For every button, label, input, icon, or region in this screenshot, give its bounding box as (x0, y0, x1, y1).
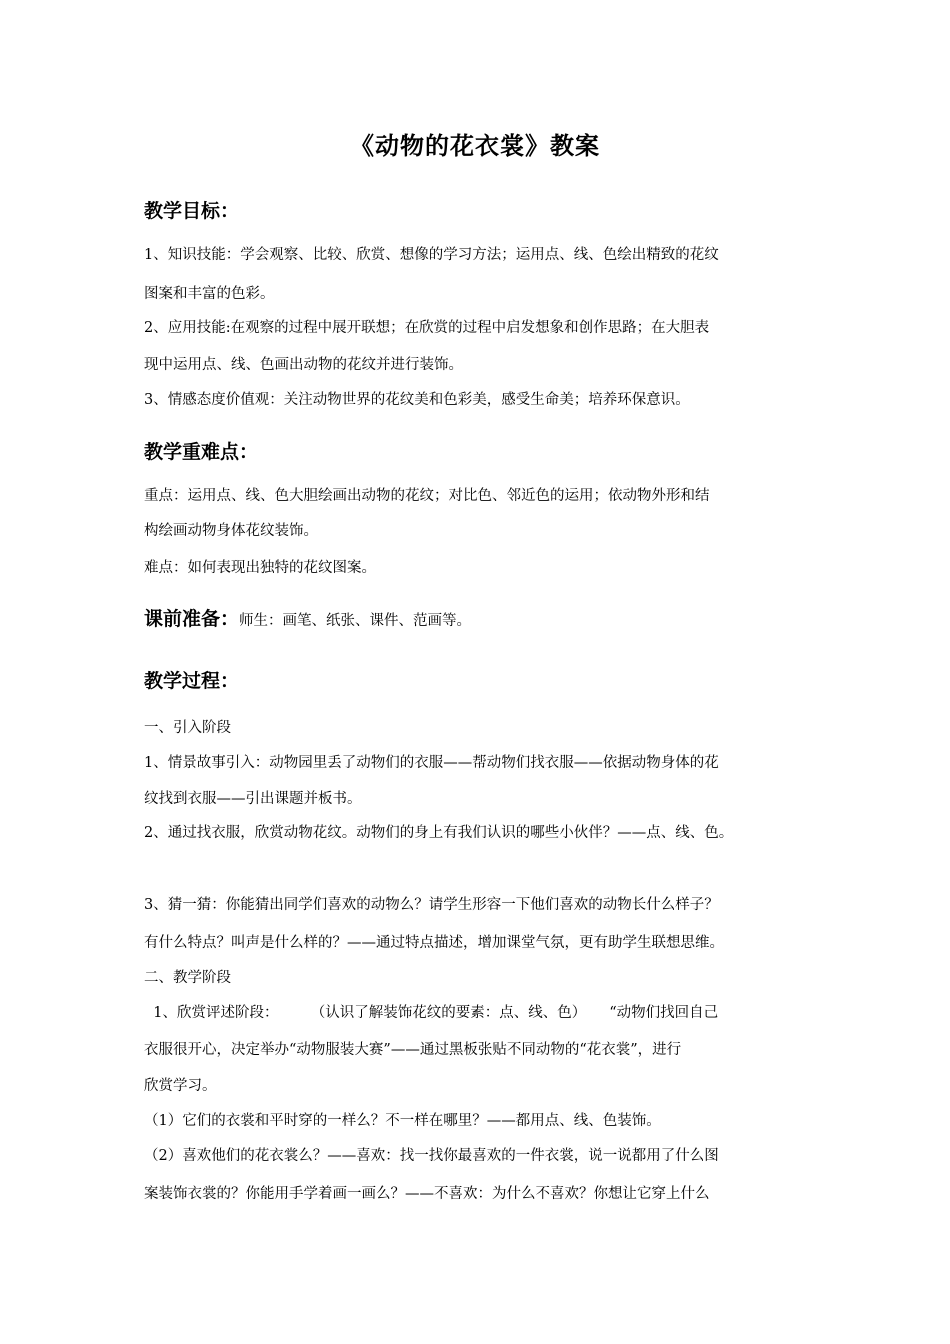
preparation-heading: 课前准备： (144, 608, 240, 630)
process-line: （2）喜欢他们的花衣裳么？——喜欢：找一找你最喜欢的一件衣裳，说一说都用了什么图 (144, 1148, 719, 1164)
process-line: 1、情景故事引入：动物园里丢了动物们的衣服——帮动物们找衣服——依据动物身体的花 (144, 755, 719, 771)
process-line: （1）它们的衣裳和平时穿的一样么？不一样在哪里？——都用点、线、色装饰。 (144, 1113, 661, 1129)
key-points-line: 重点：运用点、线、色大胆绘画出动物的花纹；对比色、邻近色的运用；依动物外形和结 (144, 488, 710, 504)
process-line: 3、猜一猜：你能猜出同学们喜欢的动物么？请学生形容一下他们喜欢的动物长什么样子？ (144, 897, 719, 913)
document-title: 《动物的花衣裳》教案 (350, 132, 600, 160)
key-points-heading: 教学重难点： (144, 441, 259, 463)
preparation-row (144, 604, 471, 631)
process-line: 有什么特点？叫声是什么样的？——通过特点描述，增加课堂气氛，更有助学生联想思维。 (144, 935, 724, 951)
objectives-line: 3、情感态度价值观：关注动物世界的花纹美和色彩美，感受生命美；培养环保意识。 (144, 392, 690, 408)
key-points-line: 难点：如何表现出独特的花纹图案。 (144, 560, 376, 576)
process-line: 一、引入阶段 (144, 720, 231, 736)
process-line: 2、通过找衣服，欣赏动物花纹。动物们的身上有我们认识的哪些小伙伴？——点、线、色。 (144, 825, 734, 841)
process-line: 欣赏学习。 (144, 1078, 217, 1094)
objectives-line: 2、应用技能:在观察的过程中展开联想；在欣赏的过程中启发想象和创作思路；在大胆表 (144, 320, 710, 336)
process-line: 纹找到衣服——引出课题并板书。 (144, 791, 362, 807)
objectives-line: 现中运用点、线、色画出动物的花纹并进行装饰。 (144, 357, 463, 373)
process-line: 二、教学阶段 (144, 970, 231, 986)
process-line: 衣服很开心，决定举办“动物服装大赛”——通过黑板张贴不同动物的“花衣裳”，进行 (144, 1042, 682, 1058)
key-points-line: 构绘画动物身体花纹装饰。 (144, 523, 318, 539)
process-line: 1、欣赏评述阶段： （认识了解装饰花纹的要素：点、线、色） “动物们找回自己 (144, 1005, 719, 1021)
objectives-line: 图案和丰富的色彩。 (144, 286, 275, 302)
objectives-line: 1、知识技能：学会观察、比较、欣赏、想像的学习方法；运用点、线、色绘出精致的花纹 (144, 247, 719, 263)
process-heading: 教学过程： (144, 670, 240, 692)
objectives-heading: 教学目标： (144, 200, 240, 222)
process-line: 案装饰衣裳的？你能用手学着画一画么？——不喜欢：为什么不喜欢？你想让它穿上什么 (144, 1186, 710, 1202)
preparation-text: 师生：画笔、纸张、课件、范画等。 (239, 613, 472, 629)
